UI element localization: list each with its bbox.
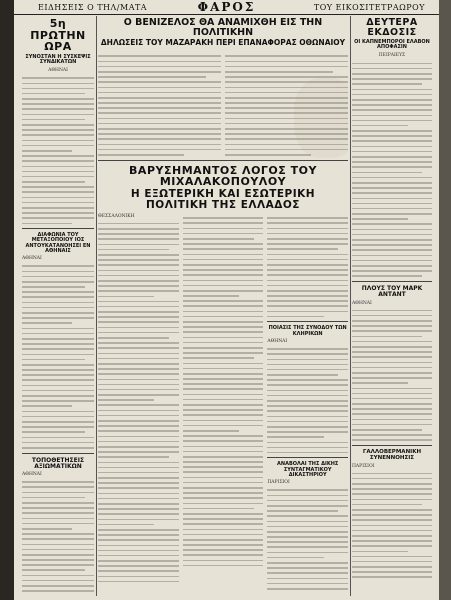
sidebar-place-1: ΑΘΗΝΑΙ (267, 338, 288, 344)
section-divider (352, 281, 432, 282)
section-divider (352, 445, 432, 446)
article-text (352, 63, 432, 277)
main-headline: ΒΑΡΥΣΗΜΑΝΤΟΣ ΛΟΓΟΣ ΤΟΥ ΜΙΧΑΛΑΚΟΠΟΥΛΟΥ (129, 163, 317, 189)
newspaper-page (14, 0, 439, 600)
right-heading: ΔΕΥΤΕΡΑ ΕΚΔΟΣΙΣ (366, 18, 418, 38)
article-text (22, 265, 94, 448)
right-column (352, 18, 432, 596)
sidebar-place-2: ΠΑΡΙΣΙΟΙ (267, 480, 290, 486)
masthead-rule (14, 14, 439, 15)
masthead-title: ΦΑΡΟΣ (197, 0, 256, 14)
right-section2-title: ΠΛΟΥΣ ΤΟΥ ΜΑΡΚ ΑΝΤΑΝΤ (361, 284, 423, 299)
section-divider (267, 321, 348, 322)
masthead-right: ΤΟΥ ΕΙΚΟΣΙΤΕΤΡΑΩΡΟΥ (313, 3, 425, 12)
book-binding-edge (0, 0, 14, 600)
center-section (98, 18, 348, 596)
page-edge (439, 0, 451, 600)
right-subheading: ΟΙ ΚΑΠΝΕΜΠΟΡΟΙ ΕΛΑΒΟΝ ΑΠΟΦΑΣΙΝ (354, 38, 430, 51)
article-text (352, 310, 432, 441)
right-place2: ΑΘΗΝΑΙ (352, 300, 372, 306)
left-place2: ΑΘΗΝΑΙ (22, 256, 42, 262)
main-article (98, 214, 348, 590)
top-headline: Ο ΒΕΝΙΖΕΛΟΣ ΘΑ ΑΝΑΜΙΧΘΗ ΕΙΣ ΤΗΝ ΠΟΛΙΤΙΚΗΝ (123, 18, 323, 38)
left-place: ΑΘΗΝΑΙ (48, 68, 68, 74)
sidebar-title-2: ΑΝΑΒΟΛΑΙ ΤΗΣ ΔΙΚΗΣ ΣΥΝΤΑΓΜΑΤΙΚΟΥ ΔΙΚΑΣΤΗΡΙΟΥ (277, 461, 339, 478)
left-section3-title: ΤΟΠΟΘΕΤΗΣΕΙΣ ΑΞΙΩΜΑΤΙΚΩΝ (31, 456, 85, 470)
section-divider (98, 160, 348, 161)
right-place3: ΠΑΡΙΣΙΟΙ (352, 463, 375, 469)
main-headline-sub: Η ΕΞΩΤΕΡΙΚΗ ΚΑΙ ΕΣΩΤΕΡΙΚΗ ΠΟΛΙΤΙΚΗ ΤΗΣ ΕΛΛΑΔΟΣ (130, 187, 316, 211)
sidebar-title-1: ΠΟΙΑΣΙΣ ΤΗΣ ΣΥΝΟΔΟΥ ΤΩΝ ΚΛΗΡΙΚΩΝ (268, 325, 347, 337)
column-rule (96, 16, 97, 596)
column-rule (350, 16, 351, 596)
article-text (22, 481, 94, 592)
left-subheading: ΣΥΝΟΣΤΑΝ Η ΣΥΣΚΕΨΙΣ ΣΥΝΔΙΚΑΤΩΝ (25, 53, 91, 65)
section-divider (22, 228, 94, 229)
section-divider (22, 453, 94, 454)
article-text (22, 77, 94, 224)
masthead-left: ΕΙΔΗΣΕΙΣ Ο ΤΗΛ/ΜΑΤΑ (38, 3, 148, 12)
left-section2-title: ΔΙΑΦΩΝΙΑ ΤΟΥ ΜΕΤΑΞΟΠΟΙΟΥ ΙΟΣ ΑΝΤΟΥΚΑΤΑΝΟΗΣΕΙ ΕΝ ΑΘΗΝΑΙΣ (25, 232, 91, 254)
right-section3-title: ΓΑΛΛΟΒΕΡΜΑΝΙΚΗ ΣΥΝΕΝΝΟΗΣΙΣ (362, 448, 422, 461)
masthead (14, 0, 439, 14)
article-text (352, 473, 432, 578)
left-place3: ΑΘΗΝΑΙ (22, 472, 42, 478)
main-dateline: ΘΕΣΣΑΛΟΝΙΚΗ (98, 213, 135, 219)
right-place: ΠΕΙΡΑΙΕΥΣ (378, 53, 406, 59)
left-heading: 5η ΠΡΩΤΗΝ ΩΡΑ (30, 18, 86, 54)
left-column (22, 18, 94, 596)
section-divider (267, 457, 348, 458)
top-headline-sub: ΔΗΛΩΣΕΙΣ ΤΟΥ ΜΑΖΑΡΑΚΗ ΠΕΡΙ ΕΠΑΝΑΦΟΡΑΣ ΟΘΩΝΑΙΟΥ (100, 37, 346, 47)
top-article (98, 50, 348, 156)
